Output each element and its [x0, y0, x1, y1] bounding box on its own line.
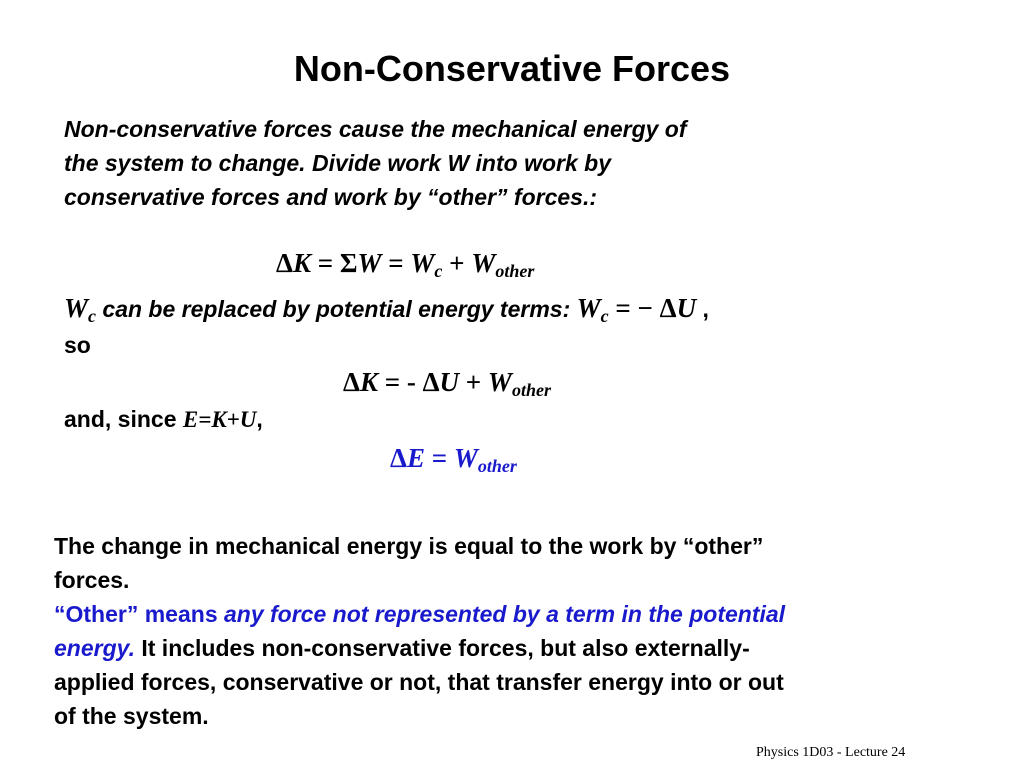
page-title: Non-Conservative Forces — [293, 48, 731, 89]
since-line: and, since E=K+U, — [64, 406, 263, 432]
equation-kinetic: ΔK = - $\Delta U + W_{other}$ — [343, 367, 551, 400]
conclusion-line-5: applied forces, conservative or not, that transfer energy into or out — [54, 669, 784, 695]
intro-line-2: the system to change. Divide work W into work by — [64, 150, 611, 176]
potential-energy-line: $W_c$ can be replaced by potential energy terms: $W_c$ = − ΔU , — [64, 293, 709, 326]
conclusion-line-1: The change in mechanical energy is equal to the work by “other” — [54, 533, 764, 559]
wc-equation: $W_c$ = − ΔU — [576, 293, 697, 326]
conclusion-line-3: “Other” means any force not represented by a term in the potential — [54, 601, 786, 627]
conclusion-line-2: forces. — [54, 567, 130, 593]
conclusion-line-4: energy. It includes non-conservative forces, but also externally- — [54, 635, 750, 661]
equation-energy-change: $\Delta E = W_{other}$ — [390, 443, 517, 476]
wc-symbol: $W_c$ — [64, 293, 97, 326]
intro-paragraph — [64, 112, 687, 214]
energy-definition: E=K+U — [182, 407, 257, 432]
intro-line-1: Non-conservative forces cause the mechanical energy of — [64, 116, 687, 142]
intro-line-3: conservative forces and work by “other” forces.: — [64, 184, 598, 210]
slide-footer: Physics 1D03 - Lecture 24 — [756, 745, 906, 760]
conclusion-line-6: of the system. — [54, 703, 209, 729]
replacement-text: can be replaced by potential energy terms: — [96, 296, 577, 322]
so-text: so — [64, 332, 91, 358]
conclusion-paragraph — [54, 529, 785, 733]
equation-work-energy: $\Delta K = \Sigma W = W_c + W_{other}$ — [276, 248, 535, 281]
